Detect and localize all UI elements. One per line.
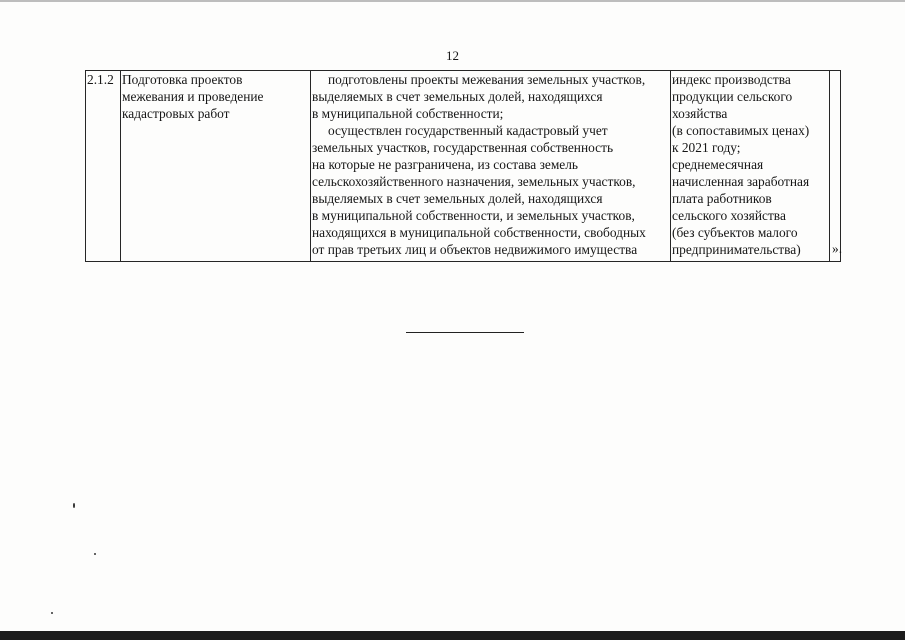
- result-line: земельных участков, государственная собственность: [312, 140, 614, 155]
- end-divider-line: [406, 332, 524, 333]
- measure-name-line: Подготовка проектов: [122, 72, 243, 87]
- indicator-line: среднемесячная: [672, 157, 764, 172]
- expected-results-cell: [311, 71, 671, 262]
- indicator-line: к 2021 году;: [672, 140, 741, 155]
- indicator-line: начисленная заработная: [672, 174, 810, 189]
- result-line: подготовлены проекты межевания земельных участков,: [328, 72, 646, 87]
- scan-speck: [94, 553, 96, 555]
- closing-quote: ».: [832, 241, 843, 256]
- indicator-line: продукции сельского: [672, 89, 793, 104]
- table-row: [86, 71, 841, 262]
- indicators-cell: [671, 71, 830, 262]
- result-line: находящихся в муниципальной собственности, свободных: [312, 225, 646, 240]
- empty-cell: [830, 71, 841, 262]
- result-line: осуществлен государственный кадастровый учет: [328, 123, 608, 138]
- measures-table: [85, 70, 841, 262]
- result-line: на которые не разграничена, из состава земель: [312, 157, 579, 172]
- indicator-line: плата работников: [672, 191, 772, 206]
- result-line: в муниципальной собственности, и земельных участков,: [312, 208, 635, 223]
- measure-name-line: кадастровых работ: [122, 106, 230, 121]
- page-number: 12: [446, 48, 459, 63]
- result-line: выделяемых в счет земельных долей, находящихся: [312, 191, 603, 206]
- indicator-line: (в сопоставимых ценах): [672, 123, 810, 138]
- result-line: выделяемых в счет земельных долей, находящихся: [312, 89, 603, 104]
- measure-name-line: межевания и проведение: [122, 89, 264, 104]
- indicator-line: сельского хозяйства: [672, 208, 786, 223]
- result-line: от прав третьих лиц и объектов недвижимого имущества: [312, 242, 638, 257]
- measure-name-cell: [121, 71, 311, 262]
- indicator-line: индекс производства: [672, 72, 791, 87]
- indicator-line: хозяйства: [672, 106, 728, 121]
- row-number-cell: 2.1.2: [86, 71, 121, 262]
- indicator-line: (без субъектов малого: [672, 225, 798, 240]
- result-line: сельскохозяйственного назначения, земельных участков,: [312, 174, 636, 189]
- result-line: в муниципальной собственности;: [312, 106, 504, 121]
- scan-top-edge: [0, 0, 905, 2]
- scan-speck: [51, 612, 53, 614]
- indicator-line: предпринимательства): [672, 242, 801, 257]
- scan-speck: [73, 503, 75, 508]
- scan-bottom-edge: [0, 631, 905, 640]
